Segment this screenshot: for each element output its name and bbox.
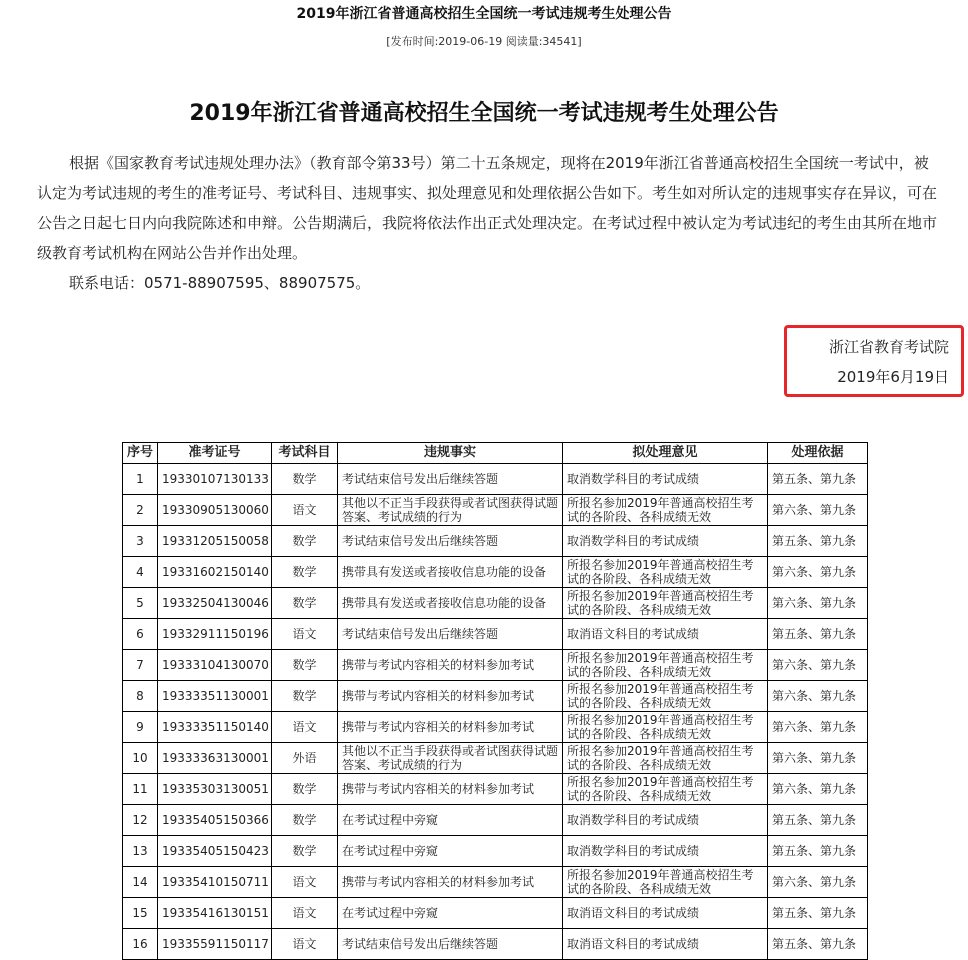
table-row (123, 495, 868, 526)
subject: 数学 (272, 805, 338, 836)
violation-fact: 考试结束信号发出后继续答题 (338, 929, 563, 960)
violation-fact: 在考试过程中旁窥 (338, 898, 563, 929)
table-row (123, 464, 868, 495)
proposed-penalty: 所报名参加2019年普通高校招生考试的各阶段、各科成绩无效 (563, 774, 768, 805)
ticket-number: 19335410150711 (158, 867, 272, 898)
row-number: 3 (123, 526, 158, 557)
page-header-title: 2019年浙江省普通高校招生全国统一考试违规考生处理公告 (296, 6, 672, 22)
table-row (123, 681, 868, 712)
column-header: 处理依据 (768, 443, 868, 464)
ticket-number: 19332911150196 (158, 619, 272, 650)
article-title: 2019年浙江省普通高校招生全国统一考试违规考生处理公告 (189, 101, 779, 126)
ticket-number: 19333104130070 (158, 650, 272, 681)
article-body (37, 148, 937, 298)
proposed-penalty: 所报名参加2019年普通高校招生考试的各阶段、各科成绩无效 (563, 495, 768, 526)
violation-fact: 携带与考试内容相关的材料参加考试 (338, 650, 563, 681)
proposed-penalty: 所报名参加2019年普通高校招生考试的各阶段、各科成绩无效 (563, 557, 768, 588)
row-number: 16 (123, 929, 158, 960)
publish-meta: [发布时间:2019-06-19 阅读量:34541] (386, 35, 582, 48)
column-header: 准考证号 (158, 443, 272, 464)
subject: 数学 (272, 836, 338, 867)
legal-basis: 第六条、第九条 (768, 557, 868, 588)
subject: 语文 (272, 712, 338, 743)
proposed-penalty: 取消语文科目的考试成绩 (563, 929, 768, 960)
violation-fact: 携带与考试内容相关的材料参加考试 (338, 774, 563, 805)
row-number: 11 (123, 774, 158, 805)
row-number: 4 (123, 557, 158, 588)
legal-basis: 第五条、第九条 (768, 464, 868, 495)
ticket-number: 19335591150117 (158, 929, 272, 960)
signature-date: 2019年6月19日 (837, 368, 949, 386)
legal-basis: 第六条、第九条 (768, 588, 868, 619)
proposed-penalty: 取消数学科目的考试成绩 (563, 526, 768, 557)
legal-basis: 第六条、第九条 (768, 867, 868, 898)
subject: 数学 (272, 774, 338, 805)
table-row (123, 712, 868, 743)
table-row (123, 619, 868, 650)
legal-basis: 第五条、第九条 (768, 836, 868, 867)
violation-fact: 携带具有发送或者接收信息功能的设备 (338, 557, 563, 588)
legal-basis: 第六条、第九条 (768, 650, 868, 681)
subject: 语文 (272, 898, 338, 929)
row-number: 12 (123, 805, 158, 836)
contact-phone: 联系电话：0571-88907595、88907575。 (69, 274, 371, 292)
table-row (123, 588, 868, 619)
table-row (123, 836, 868, 867)
subject: 语文 (272, 867, 338, 898)
proposed-penalty: 取消数学科目的考试成绩 (563, 805, 768, 836)
legal-basis: 第六条、第九条 (768, 774, 868, 805)
row-number: 9 (123, 712, 158, 743)
violation-fact: 考试结束信号发出后继续答题 (338, 464, 563, 495)
subject: 语文 (272, 929, 338, 960)
legal-basis: 第五条、第九条 (768, 805, 868, 836)
column-header: 拟处理意见 (563, 443, 768, 464)
proposed-penalty: 所报名参加2019年普通高校招生考试的各阶段、各科成绩无效 (563, 650, 768, 681)
ticket-number: 19335405150366 (158, 805, 272, 836)
ticket-number: 19335405150423 (158, 836, 272, 867)
legal-basis: 第五条、第九条 (768, 898, 868, 929)
row-number: 2 (123, 495, 158, 526)
ticket-number: 19330107130133 (158, 464, 272, 495)
legal-basis: 第五条、第九条 (768, 619, 868, 650)
ticket-number: 19335303130051 (158, 774, 272, 805)
proposed-penalty: 所报名参加2019年普通高校招生考试的各阶段、各科成绩无效 (563, 867, 768, 898)
proposed-penalty: 所报名参加2019年普通高校招生考试的各阶段、各科成绩无效 (563, 712, 768, 743)
subject: 语文 (272, 619, 338, 650)
proposed-penalty: 取消数学科目的考试成绩 (563, 836, 768, 867)
table-row (123, 929, 868, 960)
column-header: 违规事实 (338, 443, 563, 464)
table-row (123, 650, 868, 681)
ticket-number: 19331602150140 (158, 557, 272, 588)
legal-basis: 第六条、第九条 (768, 681, 868, 712)
violation-fact: 携带与考试内容相关的材料参加考试 (338, 867, 563, 898)
legal-basis: 第六条、第九条 (768, 495, 868, 526)
ticket-number: 19332504130046 (158, 588, 272, 619)
table-row (123, 867, 868, 898)
subject: 数学 (272, 650, 338, 681)
row-number: 5 (123, 588, 158, 619)
violation-fact: 考试结束信号发出后继续答题 (338, 526, 563, 557)
ticket-number: 19331205150058 (158, 526, 272, 557)
subject: 数学 (272, 464, 338, 495)
subject: 外语 (272, 743, 338, 774)
table-row (123, 774, 868, 805)
violation-fact: 在考试过程中旁窥 (338, 836, 563, 867)
proposed-penalty: 取消语文科目的考试成绩 (563, 619, 768, 650)
signature-highlight-box (784, 325, 964, 397)
violation-fact: 携带与考试内容相关的材料参加考试 (338, 681, 563, 712)
violation-fact: 其他以不正当手段获得或者试图获得试题答案、考试成绩的行为 (338, 743, 563, 774)
row-number: 15 (123, 898, 158, 929)
paragraph: 根据《国家教育考试违规处理办法》（教育部令第33号）第二十五条规定，现将在2019年浙江省普通高校招生全国统一考试中，被认定为考试违规的考生的准考证号、考试科目、违规事实、拟处理意见和处理依据公告如下。考生如对所认定的违规事实存在异议，可在公告之日起七日内向我院陈述和申辩。公告期满后，我院将依法作出正式处理决定。在考试过程中被认定为考试违纪的考生由其所在地市级教育考试机构在网站公告并作出处理。 (37, 154, 938, 262)
row-number: 6 (123, 619, 158, 650)
proposed-penalty: 所报名参加2019年普通高校招生考试的各阶段、各科成绩无效 (563, 681, 768, 712)
proposed-penalty: 所报名参加2019年普通高校招生考试的各阶段、各科成绩无效 (563, 588, 768, 619)
column-header: 考试科目 (272, 443, 338, 464)
legal-basis: 第六条、第九条 (768, 712, 868, 743)
row-number: 10 (123, 743, 158, 774)
violation-fact: 携带与考试内容相关的材料参加考试 (338, 712, 563, 743)
table-row (123, 743, 868, 774)
subject: 数学 (272, 526, 338, 557)
subject: 数学 (272, 681, 338, 712)
ticket-number: 19335416130151 (158, 898, 272, 929)
row-number: 8 (123, 681, 158, 712)
violation-fact: 其他以不正当手段获得或者试图获得试题答案、考试成绩的行为 (338, 495, 563, 526)
legal-basis: 第五条、第九条 (768, 526, 868, 557)
signature-org: 浙江省教育考试院 (828, 338, 949, 356)
row-number: 13 (123, 836, 158, 867)
ticket-number: 19330905130060 (158, 495, 272, 526)
proposed-penalty: 取消数学科目的考试成绩 (563, 464, 768, 495)
table-row (123, 898, 868, 929)
ticket-number: 19333351130001 (158, 681, 272, 712)
violation-table (122, 442, 868, 960)
violation-fact: 在考试过程中旁窥 (338, 805, 563, 836)
row-number: 14 (123, 867, 158, 898)
table-row (123, 526, 868, 557)
row-number: 1 (123, 464, 158, 495)
subject: 数学 (272, 557, 338, 588)
ticket-number: 19333363130001 (158, 743, 272, 774)
violation-fact: 携带具有发送或者接收信息功能的设备 (338, 588, 563, 619)
violation-fact: 考试结束信号发出后继续答题 (338, 619, 563, 650)
subject: 语文 (272, 495, 338, 526)
table-row (123, 805, 868, 836)
ticket-number: 19333351150140 (158, 712, 272, 743)
table-row (123, 557, 868, 588)
proposed-penalty: 所报名参加2019年普通高校招生考试的各阶段、各科成绩无效 (563, 743, 768, 774)
column-header: 序号 (123, 443, 158, 464)
legal-basis: 第六条、第九条 (768, 743, 868, 774)
subject: 数学 (272, 588, 338, 619)
row-number: 7 (123, 650, 158, 681)
legal-basis: 第五条、第九条 (768, 929, 868, 960)
proposed-penalty: 取消语文科目的考试成绩 (563, 898, 768, 929)
